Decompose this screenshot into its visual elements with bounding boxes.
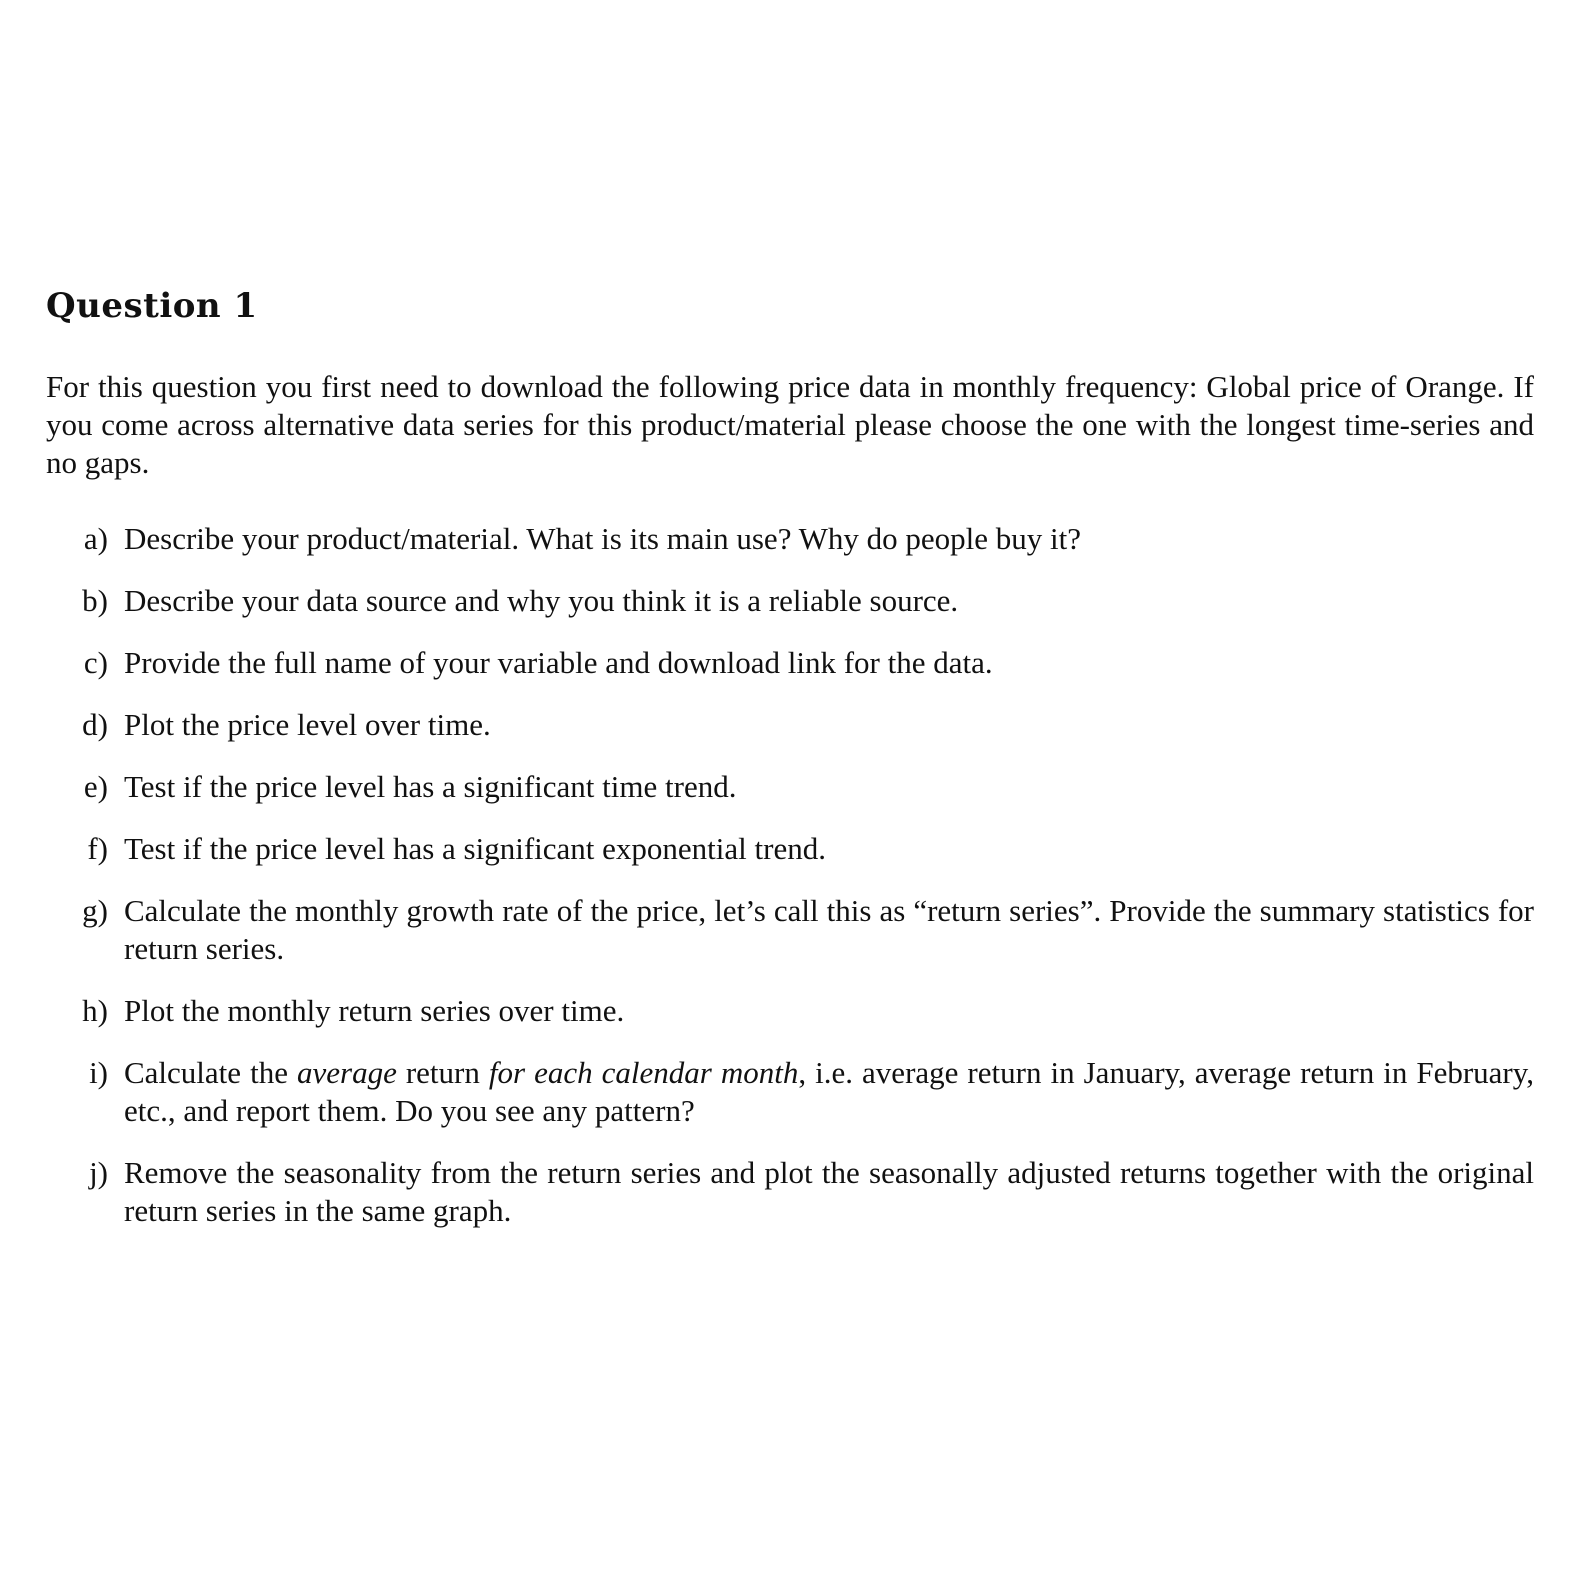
item-c bbox=[46, 644, 1534, 682]
item-e bbox=[46, 768, 1534, 806]
item-h bbox=[46, 992, 1534, 1030]
question-page bbox=[46, 284, 1534, 1254]
item-text: Plot the price level over time. bbox=[124, 707, 491, 742]
item-j bbox=[46, 1154, 1534, 1230]
item-i bbox=[46, 1054, 1534, 1130]
item-g bbox=[46, 892, 1534, 968]
item-marker: d) bbox=[82, 707, 108, 742]
item-marker: i) bbox=[89, 1055, 108, 1090]
item-marker: f) bbox=[87, 831, 108, 866]
item-marker: c) bbox=[83, 645, 108, 680]
question-title: Question 1 bbox=[46, 286, 258, 326]
item-text: Describe your data source and why you think it is a reliable source. bbox=[124, 583, 959, 618]
item-marker: a) bbox=[83, 521, 108, 556]
item-f bbox=[46, 830, 1534, 868]
item-text-part: Calculate the bbox=[124, 1055, 297, 1090]
item-text: Remove the seasonality from the return series and plot the seasonally adjusted returns together with the original return series in the same graph. bbox=[124, 1155, 1534, 1228]
item-d bbox=[46, 706, 1534, 744]
item-marker: j) bbox=[89, 1155, 108, 1190]
question-items-list bbox=[46, 520, 1534, 1230]
item-a bbox=[46, 520, 1534, 558]
item-marker: h) bbox=[82, 993, 108, 1028]
item-b bbox=[46, 582, 1534, 620]
item-text-part: , i.e. average return in January, average return in February, etc., and report them. Do you see any pattern? bbox=[124, 1055, 1534, 1128]
item-marker: e) bbox=[83, 769, 108, 804]
question-intro: For this question you first need to download the following price data in monthly frequency: Global price of Orange. If you come across alternative data series for this product/material please choose the one with the longest time-series and no gaps. bbox=[46, 369, 1534, 480]
item-text: Test if the price level has a significant time trend. bbox=[124, 769, 737, 804]
item-text: Describe your product/material. What is its main use? Why do people buy it? bbox=[124, 521, 1082, 556]
item-text: Test if the price level has a significant exponential trend. bbox=[124, 831, 826, 866]
item-emphasis: average bbox=[296, 1055, 397, 1090]
item-text: Calculate the monthly growth rate of the price, let’s call this as “return series”. Provide the summary statistics for return series. bbox=[124, 893, 1534, 966]
item-emphasis: for each calendar month bbox=[488, 1055, 799, 1090]
item-marker: g) bbox=[82, 893, 108, 928]
item-text: Provide the full name of your variable and download link for the data. bbox=[124, 645, 993, 680]
item-text-part: return bbox=[396, 1055, 489, 1090]
item-marker: b) bbox=[82, 583, 108, 618]
item-text: Plot the monthly return series over time. bbox=[124, 993, 625, 1028]
